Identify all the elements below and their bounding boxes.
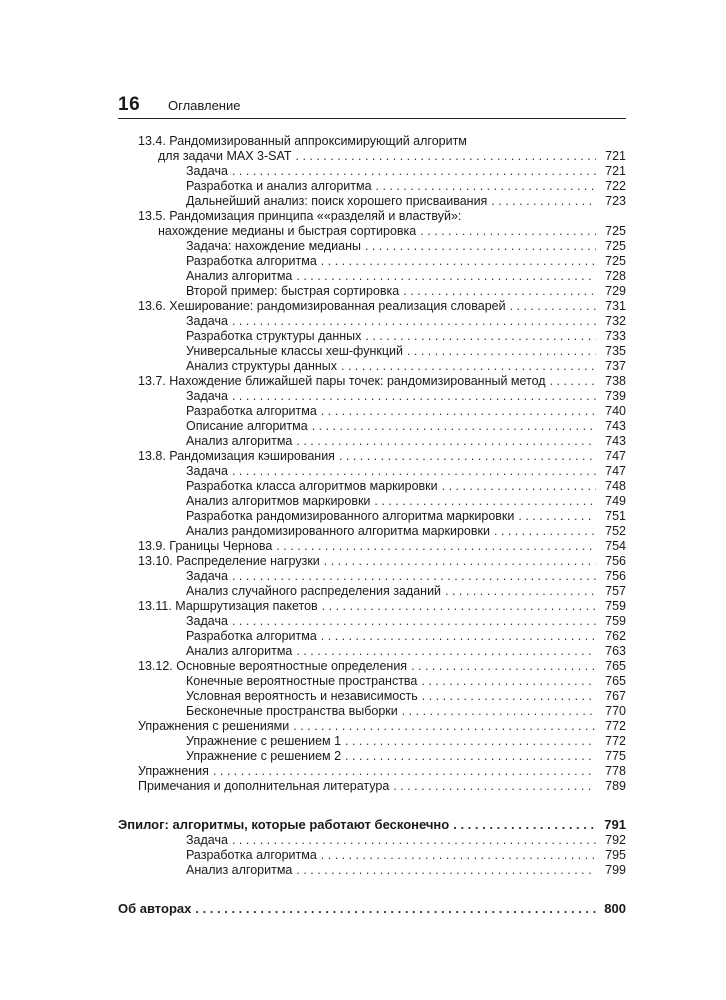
toc-entry-title: Задача [186,614,232,629]
toc-entry-page: 792 [605,833,626,847]
toc-entry-title: Задача [186,314,232,329]
dot-leader [293,719,596,734]
toc-entry-page: 752 [605,524,626,538]
toc-entry-page: 775 [605,749,626,763]
toc-entry[interactable] [118,734,626,749]
toc-entry-page: 732 [605,314,626,328]
toc-entry[interactable] [118,359,626,374]
toc-entry-page: 729 [605,284,626,298]
toc-entry[interactable] [118,419,626,434]
dot-leader [374,494,596,509]
table-of-contents [118,134,626,917]
toc-entry-title: 13.12. Основные вероятностные определения [138,659,411,674]
section-title: Оглавление [168,98,241,113]
toc-entry-page: 737 [605,359,626,373]
spacer [118,878,626,900]
toc-entry-title: 13.6. Хеширование: рандомизированная реализация словарей [138,299,510,314]
toc-entry[interactable] [118,194,626,209]
toc-entry-page: 739 [605,389,626,403]
toc-entry-page: 743 [605,434,626,448]
toc-entry[interactable] [118,584,626,599]
dot-leader [232,164,596,179]
toc-entry[interactable] [118,704,626,719]
toc-entry-title: Описание алгоритма [186,419,312,434]
dot-leader [341,359,596,374]
toc-entry-title: Разработка структуры данных [186,329,365,344]
toc-entry-title: 13.9. Границы Чернова [138,539,276,554]
toc-entry-title: Анализ алгоритма [186,863,296,878]
dot-leader [195,900,596,917]
dot-leader [232,569,596,584]
toc-entry[interactable] [118,749,626,764]
toc-entry-page: 772 [605,734,626,748]
toc-entry[interactable] [118,149,626,164]
toc-entry-page: 770 [605,704,626,718]
toc-entry-page: 756 [605,569,626,583]
toc-entry[interactable] [118,464,626,479]
toc-entry-about[interactable] [118,900,626,917]
toc-entry-page: 756 [605,554,626,568]
toc-entry-title: 13.7. Нахождение ближайшей пары точек: рандомизированный метод [138,374,550,389]
dot-leader [312,419,596,434]
toc-entry[interactable] [118,314,626,329]
toc-entry[interactable] [118,479,626,494]
toc-entry-page: 765 [605,659,626,673]
toc-entry-title: Дальнейший анализ: поиск хорошего присваивания [186,194,491,209]
toc-entry-title: Анализ структуры данных [186,359,341,374]
dot-leader [232,833,596,848]
toc-entry-title: Разработка рандомизированного алгоритма маркировки [186,509,518,524]
toc-entry-page: 751 [605,509,626,523]
toc-entry-page: 721 [605,149,626,163]
dot-leader [296,149,596,164]
toc-entry-page: 747 [605,464,626,478]
dot-leader [420,224,596,239]
toc-entry-page: 735 [605,344,626,358]
toc-entry-page: 799 [605,863,626,877]
dot-leader [296,269,596,284]
toc-entry-title: Бесконечные пространства выборки [186,704,402,719]
toc-entry[interactable] [118,494,626,509]
dot-leader [445,584,596,599]
toc-entry-title: Анализ случайного распределения заданий [186,584,445,599]
toc-entry-title: Упражнения с решениями [138,719,293,734]
toc-entry[interactable] [118,449,626,464]
toc-entry-title: Упражнения [138,764,213,779]
toc-entry-page: 743 [605,419,626,433]
dot-leader [324,554,596,569]
toc-entry[interactable] [118,344,626,359]
toc-entry-title: Эпилог: алгоритмы, которые работают бесконечно [118,816,453,833]
toc-entry-title: Задача [186,164,232,179]
toc-entry-title: 13.8. Рандомизация кэширования [138,449,339,464]
toc-entry[interactable] [118,164,626,179]
toc-entry-page: 747 [605,449,626,463]
dot-leader [232,614,596,629]
dot-leader [442,479,596,494]
dot-leader [345,749,596,764]
toc-entry-page: 789 [605,779,626,793]
toc-entry-title: Примечания и дополнительная литература [138,779,393,794]
toc-entry-title: Анализ алгоритма [186,434,296,449]
toc-entry[interactable] [118,848,626,863]
dot-leader [232,464,596,479]
toc-entry-page: 749 [605,494,626,508]
toc-entry-page: 795 [605,848,626,862]
toc-entry-title: Разработка алгоритма [186,629,321,644]
toc-entry-epilog[interactable] [118,816,626,833]
toc-entry[interactable] [118,134,626,149]
dot-leader [402,704,596,719]
toc-entry-title: Об авторах [118,900,195,917]
toc-entry-title: Разработка и анализ алгоритма [186,179,376,194]
toc-entry-title: Анализ рандомизированного алгоритма маркировки [186,524,494,539]
toc-entry-page: 723 [605,194,626,208]
dot-leader [453,816,596,833]
dot-leader [345,734,596,749]
dot-leader [421,674,596,689]
toc-entry[interactable] [118,833,626,848]
toc-entry-title: Условная вероятность и независимость [186,689,422,704]
dot-leader [403,284,596,299]
toc-entry-title: Универсальные классы хеш-функций [186,344,407,359]
dot-leader [376,179,596,194]
toc-entry-page: 778 [605,764,626,778]
toc-entry[interactable] [118,674,626,689]
toc-entry-title: Анализ алгоритма [186,269,296,284]
toc-entry-page: 740 [605,404,626,418]
dot-leader [518,509,596,524]
toc-entry-title: Разработка алгоритма [186,848,321,863]
toc-entry-page: 725 [605,239,626,253]
toc-entry[interactable] [118,644,626,659]
toc-entry-title: Задача [186,569,232,584]
dot-leader [321,848,596,863]
toc-entry[interactable] [118,269,626,284]
toc-entry-page: 772 [605,719,626,733]
toc-entry-page: 733 [605,329,626,343]
toc-entry-page: 791 [604,817,626,832]
toc-entry-page: 800 [604,901,626,916]
toc-entry[interactable] [118,209,626,224]
toc-entry-page: 757 [605,584,626,598]
toc-entry-title: Задача: нахождение медианы [186,239,365,254]
toc-entry-page: 738 [605,374,626,388]
toc-entry[interactable] [118,659,626,674]
toc-entry-title: для задачи MAX 3-SAT [158,149,296,164]
toc-entry-title: Разработка класса алгоритмов маркировки [186,479,442,494]
toc-entry-title: Задача [186,389,232,404]
toc-entry[interactable] [118,764,626,779]
toc-entry[interactable] [118,539,626,554]
toc-entry-page: 762 [605,629,626,643]
toc-entry[interactable] [118,299,626,314]
toc-chapter-13-block [118,134,626,794]
toc-entry-title: нахождение медианы и быстрая сортировка [158,224,420,239]
toc-entry-title: 13.10. Распределение нагрузки [138,554,324,569]
toc-entry-page: 722 [605,179,626,193]
dot-leader [339,449,596,464]
toc-entry-page: 763 [605,644,626,658]
toc-entry-page: 725 [605,224,626,238]
toc-entry-title: Разработка алгоритма [186,404,321,419]
dot-leader [365,239,596,254]
dot-leader [213,764,596,779]
dot-leader [296,644,596,659]
toc-entry-page: 759 [605,599,626,613]
toc-entry[interactable] [118,554,626,569]
toc-entry-title: Второй пример: быстрая сортировка [186,284,403,299]
toc-entry-title: 13.5. Рандомизация принципа ««разделяй и властвуй»: [138,209,465,224]
dot-leader [422,689,596,704]
toc-entry-page: 725 [605,254,626,268]
toc-entry[interactable] [118,374,626,389]
dot-leader [365,329,596,344]
toc-entry[interactable] [118,254,626,269]
toc-entry[interactable] [118,779,626,794]
toc-entry[interactable] [118,404,626,419]
dot-leader [321,629,596,644]
toc-entry[interactable] [118,614,626,629]
toc-entry-title: 13.11. Маршрутизация пакетов [138,599,322,614]
spacer [118,794,626,816]
dot-leader [232,389,596,404]
toc-entry-page: 731 [605,299,626,313]
running-header [118,94,626,119]
page-number: 16 [118,94,141,115]
toc-entry-page: 765 [605,674,626,688]
toc-entry-title: Упражнение с решением 2 [186,749,345,764]
toc-entry[interactable] [118,863,626,878]
dot-leader [322,599,596,614]
dot-leader [407,344,596,359]
dot-leader [494,524,596,539]
toc-entry-page: 721 [605,164,626,178]
toc-entry-page: 759 [605,614,626,628]
dot-leader [296,434,596,449]
dot-leader [296,863,596,878]
toc-entry-page: 767 [605,689,626,703]
toc-entry-title: Разработка алгоритма [186,254,321,269]
toc-epilog-subentries [118,833,626,878]
toc-entry[interactable] [118,284,626,299]
toc-entry[interactable] [118,179,626,194]
dot-leader [510,299,596,314]
toc-entry[interactable] [118,434,626,449]
toc-entry-page: 728 [605,269,626,283]
toc-entry-title: Анализ алгоритмов маркировки [186,494,374,509]
dot-leader [321,254,596,269]
toc-entry-title: Конечные вероятностные пространства [186,674,421,689]
toc-entry[interactable] [118,599,626,614]
toc-entry-page: 748 [605,479,626,493]
dot-leader [550,374,596,389]
toc-entry[interactable] [118,719,626,734]
toc-entry[interactable] [118,524,626,539]
toc-entry[interactable] [118,629,626,644]
toc-entry[interactable] [118,689,626,704]
toc-entry-title: Упражнение с решением 1 [186,734,345,749]
dot-leader [411,659,596,674]
dot-leader [232,314,596,329]
toc-entry-title: Задача [186,833,232,848]
toc-entry[interactable] [118,329,626,344]
dot-leader [491,194,596,209]
toc-entry[interactable] [118,224,626,239]
toc-entry-title: Анализ алгоритма [186,644,296,659]
toc-entry[interactable] [118,239,626,254]
toc-entry-title: Задача [186,464,232,479]
toc-entry[interactable] [118,389,626,404]
toc-entry[interactable] [118,569,626,584]
dot-leader [321,404,596,419]
dot-leader [276,539,596,554]
dot-leader [393,779,596,794]
toc-entry-page: 754 [605,539,626,553]
toc-entry[interactable] [118,509,626,524]
toc-entry-title: 13.4. Рандомизированный аппроксимирующий алгоритм [138,134,471,149]
